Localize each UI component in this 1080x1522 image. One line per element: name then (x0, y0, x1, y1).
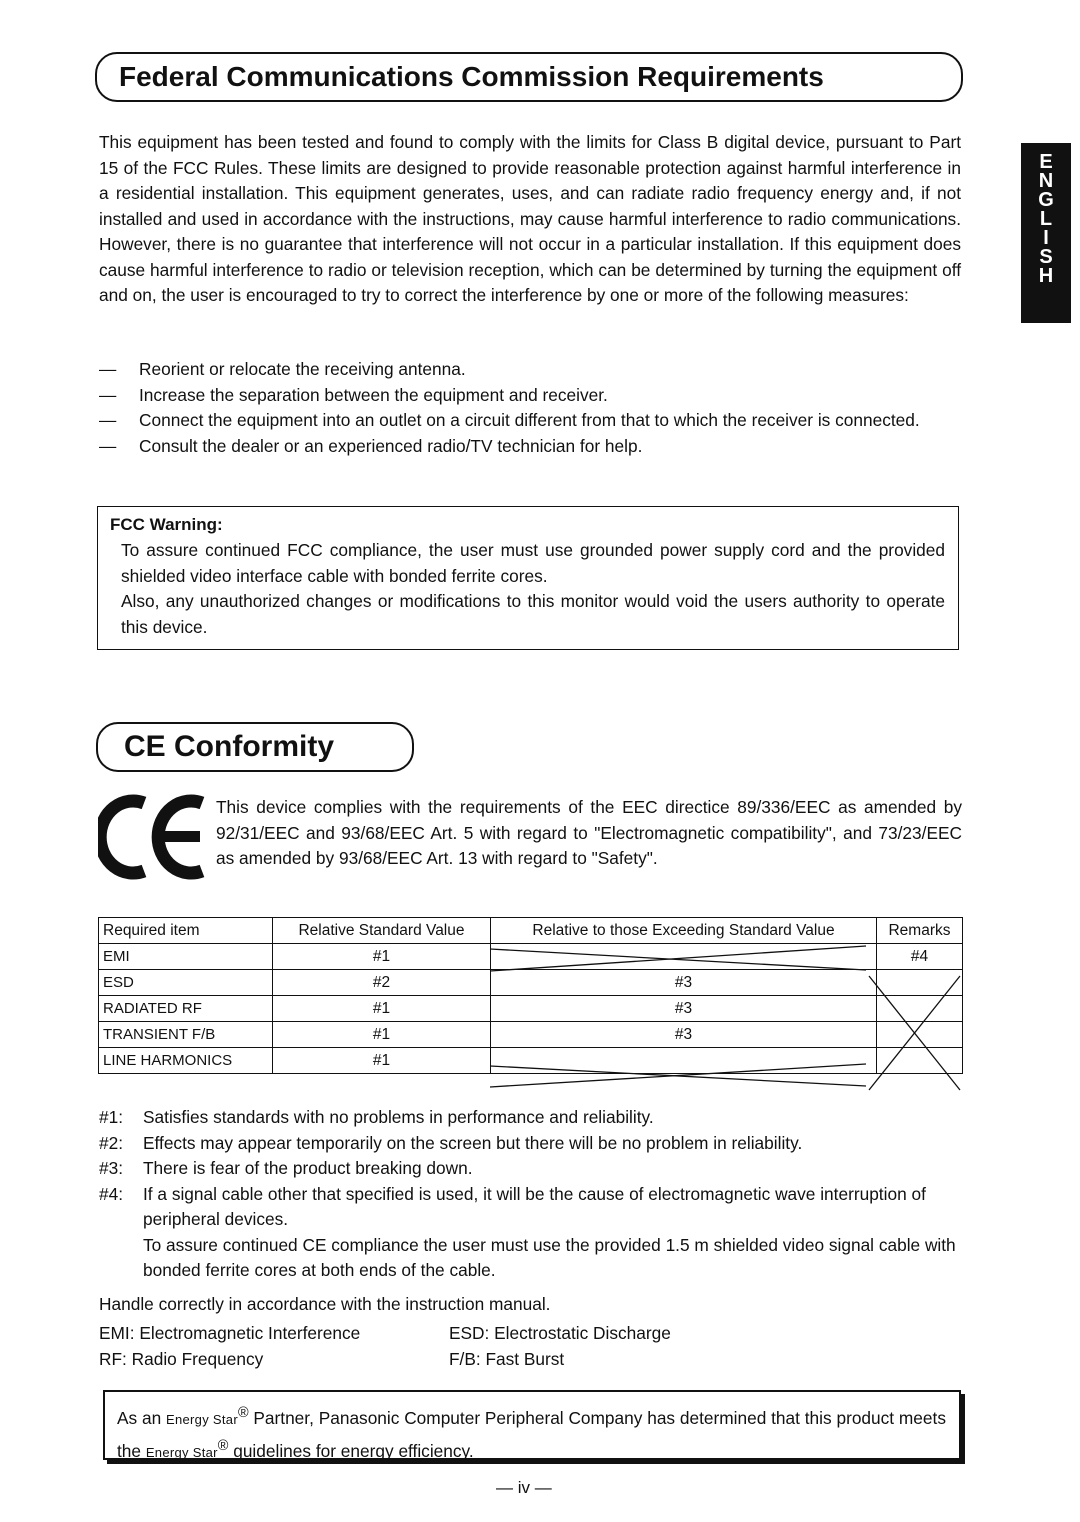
list-item: #1: Satisfies standards with no problems in performance and reliability. (99, 1107, 654, 1127)
table-cell: #1 (273, 1048, 491, 1074)
table-row (99, 1048, 963, 1074)
table-cell: ESD (99, 970, 273, 996)
fcc-warning-paragraph: To assure continued FCC compliance, the user must use grounded power supply cord and the provided shielded video interface cable with bonded ferrite cores. (121, 540, 945, 586)
table-cell: TRANSIENT F/B (99, 1022, 273, 1048)
ce-description: This device complies with the requirements of the EEC directice 89/336/EEC as amended by 92/31/EEC and 93/68/EEC Art. 5 with regard to "Electromagnetic compatibility", and 73/23/EEC as amended by 93/68/EEC Art. 13 with regard to "Safety". (216, 797, 962, 868)
table-cell (877, 996, 963, 1022)
handling-instruction: Handle correctly in accordance with the instruction manual. (99, 1294, 551, 1314)
table-row (99, 996, 963, 1022)
language-tab-english: E N G L I S H (1021, 143, 1071, 323)
table-cell (491, 1048, 877, 1074)
ce-mark-logo (98, 793, 210, 881)
list-item: — Increase the separation between the equipment and receiver. (99, 384, 608, 405)
table-cell: #1 (273, 944, 491, 970)
table-cell (877, 1048, 963, 1074)
fcc-measures-list (99, 357, 961, 459)
table-cell (491, 944, 877, 970)
table-header: Relative to those Exceeding Standard Value (491, 918, 877, 944)
fcc-heading: Federal Communications Commission Requirements (95, 52, 963, 102)
list-item: — Consult the dealer or an experienced radio/TV technician for help. (99, 435, 643, 456)
ce-requirements-table (98, 917, 963, 1074)
table-cell (877, 1022, 963, 1048)
ce-notes (99, 1105, 965, 1284)
table-cell: LINE HARMONICS (99, 1048, 273, 1074)
table-cell (877, 970, 963, 996)
table-row (99, 1022, 963, 1048)
table-cell: #1 (273, 996, 491, 1022)
list-item: — Reorient or relocate the receiving antenna. (99, 359, 466, 379)
abbreviation-row: RF: Radio Frequency F/B: Fast Burst (99, 1349, 565, 1369)
table-cell: #2 (273, 970, 491, 996)
table-row (99, 944, 963, 970)
list-item: #2: Effects may appear temporarily on the screen but there will be no problem in reliability. (99, 1132, 803, 1153)
table-cell: #3 (491, 1022, 877, 1048)
energy-star-notice: As an Energy Star® Partner, Panasonic Computer Peripheral Company has determined that this product meets the Energy Star® guidelines for energy efficiency. (103, 1390, 961, 1460)
page-number: — iv — (496, 1478, 552, 1497)
fcc-warning-title: FCC Warning: (110, 515, 223, 534)
ce-heading: CE Conformity (96, 722, 414, 772)
table-row (99, 970, 963, 996)
list-item: #4: If a signal cable other that specified is used, it will be the cause of electromagnetic wave interruption of peripheral devices. (99, 1183, 926, 1229)
table-cell: #3 (491, 970, 877, 996)
table-header-row (99, 918, 963, 944)
fcc-intro-paragraph: This equipment has been tested and found to comply with the limits for Class B digital device, pursuant to Part 15 of the FCC Rules. These limits are designed to provide reasonable protection against harmful interference in a residential installation. This equipment generates, uses, and can radiate radio frequency energy and, if not installed and used in accordance with the instructions, may cause harmful interference to radio communications. However, there is no guarantee that interference will not occur in a particular installation. If this equipment does cause harmful interference to radio or television reception, which can be determined by turning the equipment off and on, the user is encouraged to try to correct the interference by one or more of the following measures: (99, 132, 961, 305)
table-header: Relative Standard Value (273, 918, 491, 944)
note4-extra: To assure continued CE compliance the user must use the provided 1.5 m shielded video signal cable with bonded ferrite cores at both ends of the cable. (143, 1234, 956, 1280)
fcc-warning-paragraph: Also, any unauthorized changes or modifications to this monitor would void the users authority to operate this device. (121, 591, 945, 637)
table-cell: #3 (491, 996, 877, 1022)
list-item: #3: There is fear of the product breaking down. (99, 1158, 473, 1178)
table-cell: #4 (877, 944, 963, 970)
energy-star-brand: Energy Star (145, 1444, 218, 1460)
list-item: — Connect the equipment into an outlet on a circuit different from that to which the receiver is connected. (99, 410, 920, 430)
abbreviation-row: EMI: Electromagnetic Interference ESD: Electrostatic Discharge (99, 1323, 671, 1343)
table-cell: RADIATED RF (99, 996, 273, 1022)
table-header: Remarks (877, 918, 963, 944)
fcc-warning-text (121, 538, 945, 640)
energy-star-brand: Energy Star (166, 1411, 238, 1427)
table-header: Required item (99, 918, 273, 944)
table-cell: EMI (99, 944, 273, 970)
table-cell: #1 (273, 1022, 491, 1048)
abbreviations (99, 1320, 799, 1372)
